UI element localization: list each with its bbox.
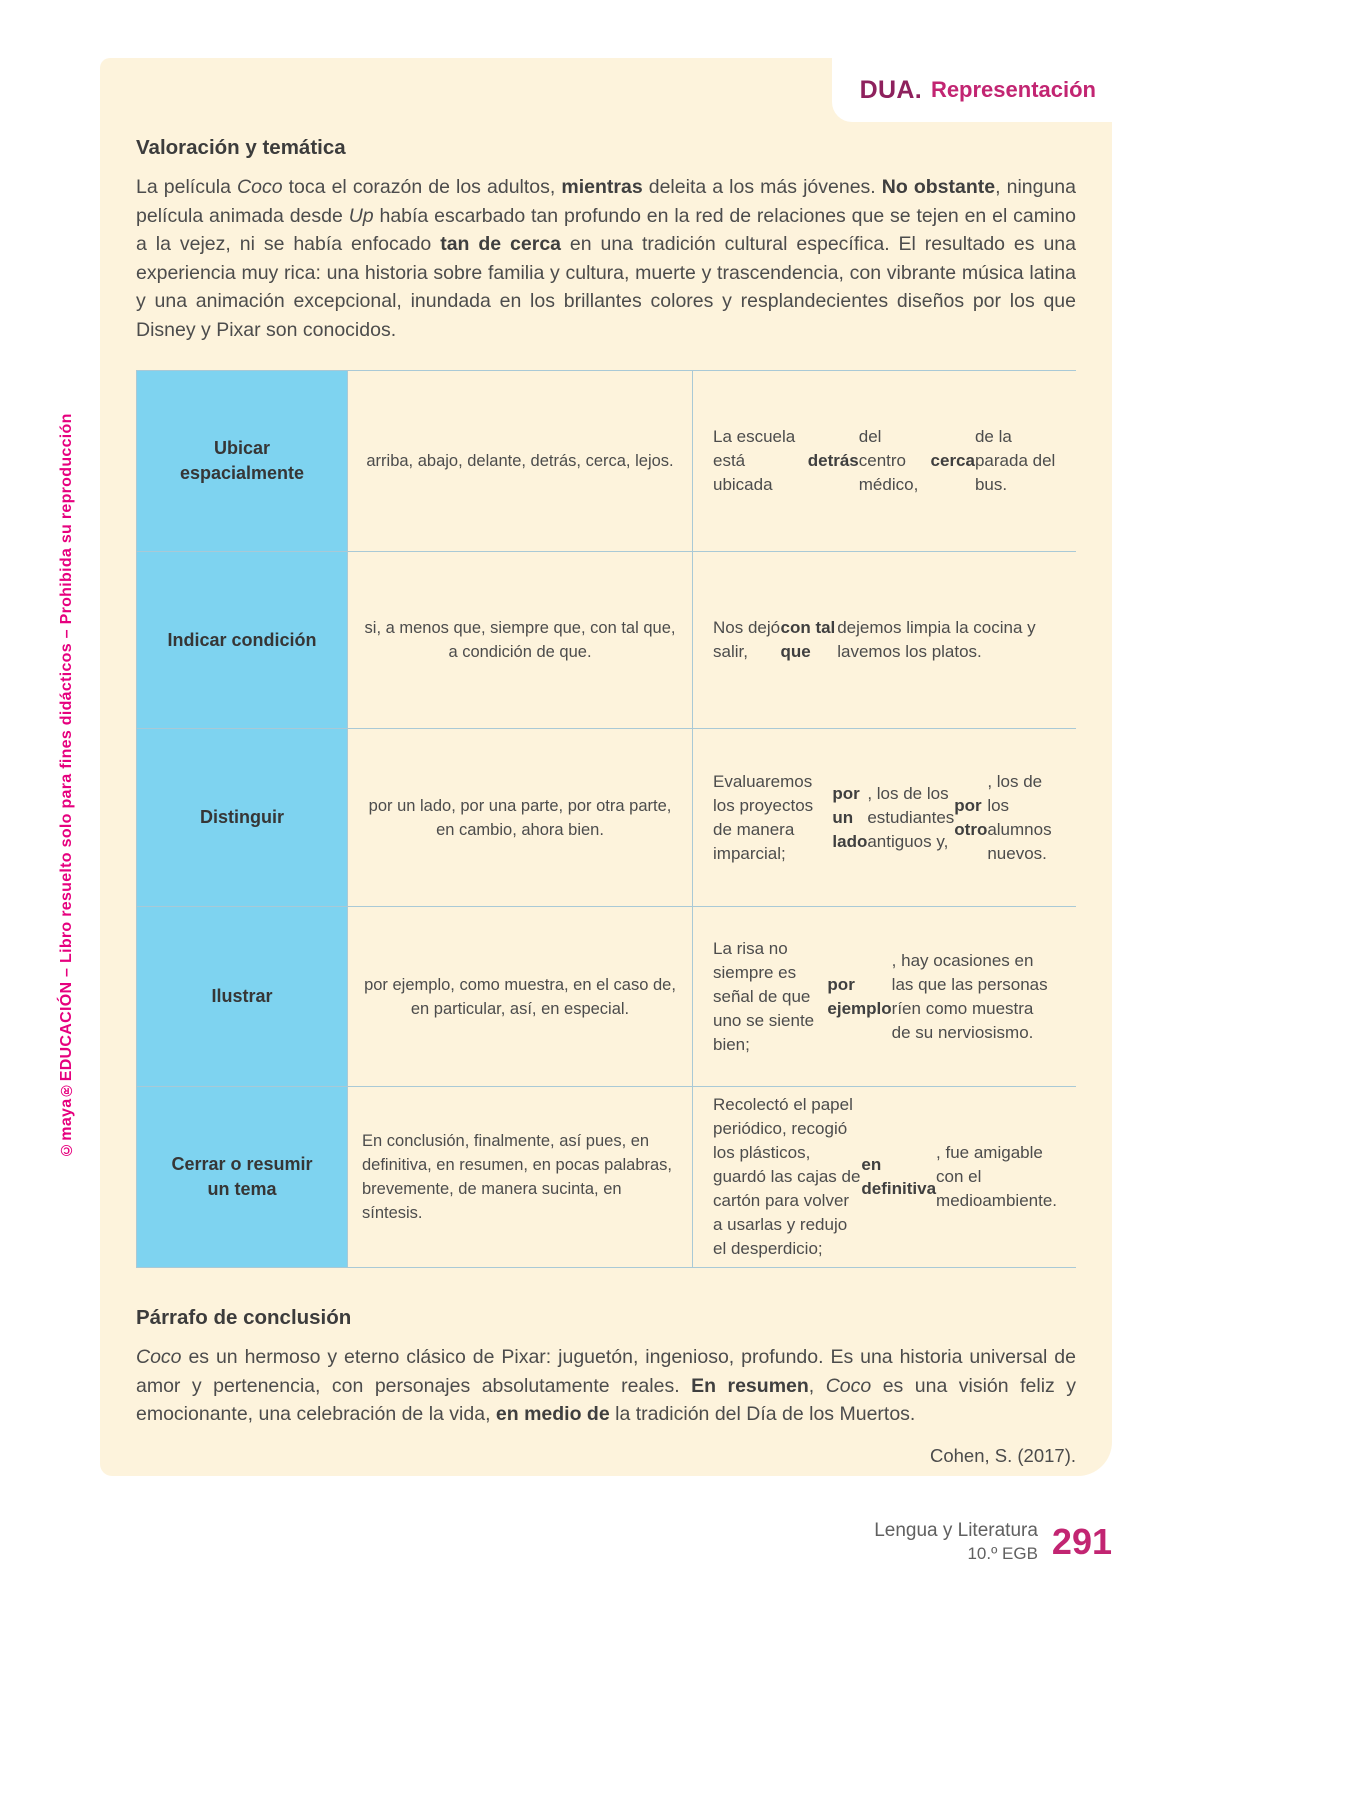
dua-category: Representación (930, 77, 1096, 102)
footer-grade: 10.º EGB (967, 1544, 1038, 1563)
copyright-sidebar (58, 413, 76, 1158)
row-2-connectors: si, a menos que, siempre que, con tal que, a condición de que. (348, 552, 692, 728)
page-number: 291 (1051, 1521, 1112, 1562)
row-1-connectors: arriba, abajo, delante, detrás, cerca, lejos. (348, 371, 692, 551)
footer-subject: Lengua y Literatura (874, 1520, 1038, 1541)
conclusion-title: Párrafo de conclusión (136, 1306, 352, 1329)
row-3-example: Evaluaremos los proyectos de manera imparcial; por un lado , los de los estudiantes antiguos y, por otro , los de los alumnos nuevos. (693, 729, 1077, 906)
row-5-connectors: En conclusión, finalmente, así pues, en definitiva, en resumen, en pocas palabras, brevemente, de manera sucinta, en síntesis. (348, 1087, 692, 1267)
page-footer (874, 1520, 1112, 1564)
content-panel (100, 58, 1112, 1476)
row-4-label: Ilustrar (137, 907, 347, 1086)
copyright-text: ®EDUCACIÓN – Libro resuelto solo para fines didácticos – Prohibida su reproducción (58, 413, 75, 1099)
dua-tag (832, 58, 1112, 122)
connectors-table (136, 370, 1076, 1268)
dua-label: DUA. (859, 75, 922, 104)
row-3-connectors: por un lado, por una parte, por otra parte, en cambio, ahora bien. (348, 729, 692, 906)
valoracion-title: Valoración y temática (136, 136, 346, 159)
row-2-example: Nos dejó salir, con tal que dejemos limpia la cocina y lavemos los platos. (693, 552, 1077, 728)
row-4-connectors: por ejemplo, como muestra, en el caso de, en particular, así, en especial. (348, 907, 692, 1086)
row-2-label: Indicar condición (137, 552, 347, 728)
row-1-label: Ubicar espacialmente (137, 371, 347, 551)
row-3-label: Distinguir (137, 729, 347, 906)
conclusion-paragraph: Coco es un hermoso y eterno clásico de Pixar: juguetón, ingenioso, profundo. Es una historia universal de amor y pertenencia, con personajes absolutamente reales. En resumen, Coco es una visión feliz y emocionante, una celebración de la vida, en medio de la tradición del Día de los Muertos. (136, 1346, 1076, 1425)
valoracion-paragraph: La película Coco toca el corazón de los adultos, mientras deleita a los más jóvenes. No obstante, ninguna película animada desde Up había escarbado tan profundo en la red de relaciones que se tejen en el camino a la vejez, ni se había enfocado tan de cerca en una tradición cultural específica. El resultado es una experiencia muy rica: una historia sobre familia y cultura, muerte y trascendencia, con vibrante música latina y una animación excepcional, inundada en los brillantes colores y resplandecientes diseños por los que Disney y Pixar son conocidos. (136, 176, 1077, 341)
footer-text (874, 1520, 1038, 1564)
publisher-brand: ©maya (58, 1098, 75, 1158)
row-1-example: La escuela está ubicada detrás del centro médico, cerca de la parada del bus. (693, 371, 1077, 551)
row-5-label: Cerrar o resumir un tema (137, 1087, 347, 1267)
row-4-example: La risa no siempre es señal de que uno se siente bien; por ejemplo , hay ocasiones en las que las personas ríen como muestra de su nerviosismo. (693, 907, 1077, 1086)
source-credit: Cohen, S. (2017). (929, 1444, 1076, 1466)
row-5-example: Recolectó el papel periódico, recogió los plásticos, guardó las cajas de cartón para volver a usarlas y redujo el desperdicio; en definitiva , fue amigable con el medioambiente. (693, 1087, 1077, 1267)
